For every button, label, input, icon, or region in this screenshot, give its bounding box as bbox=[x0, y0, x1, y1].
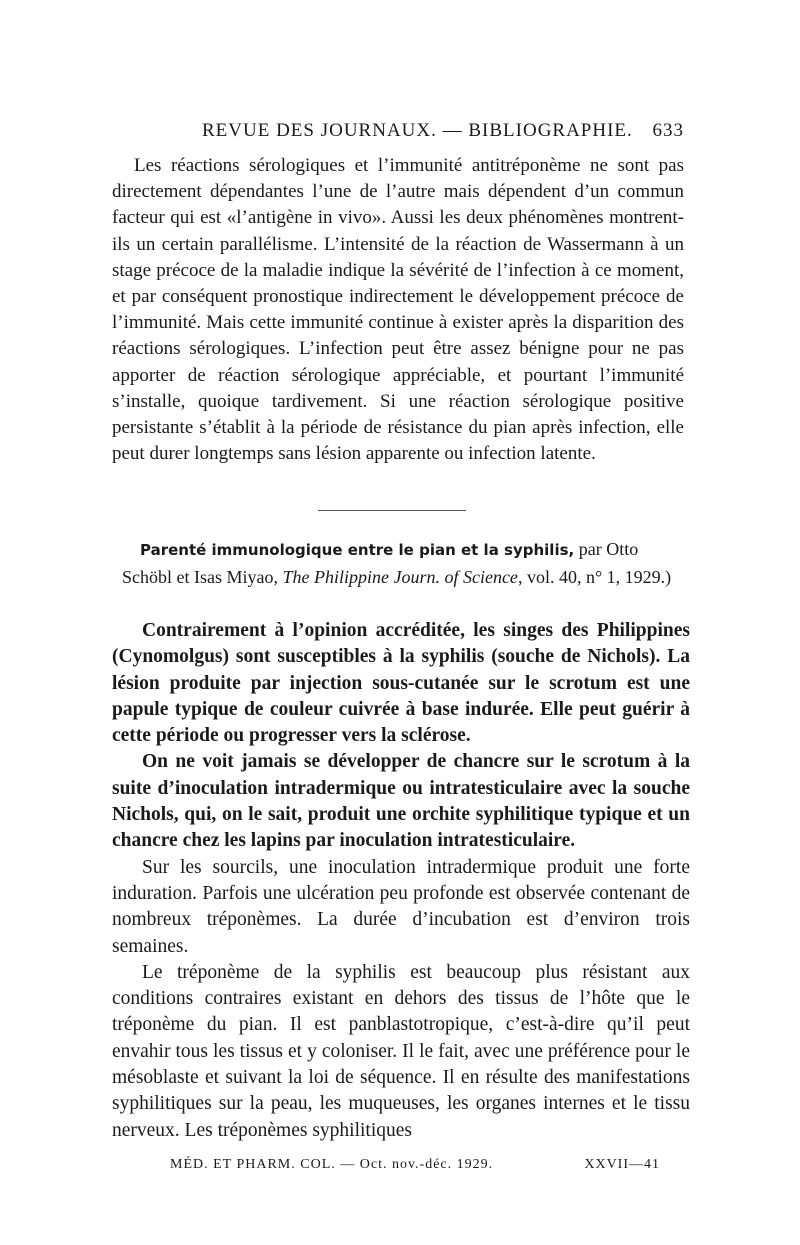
footer-signature: XXVII—41 bbox=[584, 1157, 660, 1172]
page-footer bbox=[170, 1157, 660, 1173]
citation-authors: par Otto Schöbl et Isas Miyao, bbox=[122, 539, 639, 587]
citation-details: , vol. 40, n° 1, 1929.) bbox=[517, 567, 672, 587]
header-title: REVUE DES JOURNAUX. — BIBLIOGRAPHIE. bbox=[202, 120, 633, 141]
citation-journal: The Philippine Journ. of Science bbox=[282, 567, 518, 587]
footer-journal: MÉD. ET PHARM. COL. — Oct. nov.-déc. 1929. bbox=[170, 1157, 494, 1172]
paragraph-serology: Les réactions sérologiques et l’immunité antitréponème ne sont pas directement dépendantes l’une de l’autre mais dépendent d’un commun facteur qui est «l’antigène in vivo». Aussi les deux phénomènes montrent-ils un certain parallélisme. L’intensité de la réaction de Wassermann à un stage précoce de la maladie indique la sévérité de l’infection à ce moment, et par conséquent pronostique indirectement le développement précoce de l’immunité. Mais cette immunité continue à exister après la disparition des réactions sérologiques. L’infection peut être assez bénigne pour ne pas apporter de réaction sérologique appréciable, et pourtant l’immunité s’installe, quoique tardivement. Si une réaction sérologique positive persistante s’établit à la période de résistance du pian après infection, elle peut durer longtemps sans lésion apparente ou infection latente. bbox=[112, 155, 684, 465]
page-number: 633 bbox=[652, 120, 684, 141]
paragraph-scrotum-chancre: On ne voit jamais se développer de chancre sur le scrotum à la suite d’inoculation intradermique ou intratesticulaire avec la souche Nichols, qui, on le sait, produit une orchite syphilitique typique et un chancre chez les lapins par inoculation intratesticulaire. bbox=[112, 751, 690, 852]
paragraph-cynomolgus: Contrairement à l’opinion accréditée, les singes des Philippines (Cynomolgus) sont susceptibles à la syphilis (souche de Nichols). La lésion produite par injection sous-cutanée sur le scrotum est une papule typique de couleur cuivrée à base indurée. Elle peut guérir à cette période ou progresser vers la sclérose. bbox=[112, 620, 690, 747]
section-divider bbox=[318, 510, 466, 511]
citation-title: Parenté immunologique entre le pian et la syphilis, bbox=[140, 541, 575, 559]
article-summary bbox=[112, 618, 690, 1144]
paragraph-eyebrows: Sur les sourcils, une inoculation intradermique produit une forte induration. Parfois une ulcération peu profonde est observée contenant de nombreux tréponèmes. La durée d’incubation est d’environ trois semaines. bbox=[112, 856, 690, 957]
paragraph-treponeme: Le tréponème de la syphilis est beaucoup plus résistant aux conditions contraires existant en dehors des tissus de l’hôte que le tréponème du pian. Il est panblastotropique, c’est-à-dire qu’il peut envahir tous les tissus et y coloniser. Il le fait, avec une préférence pour le mésoblaste et suivant la loi de séquence. Il en résulte des manifestations syphilitiques sur la peau, les muqueuses, les organes internes et le tissu nerveux. Les tréponèmes syphilitiques bbox=[112, 961, 690, 1141]
article-citation bbox=[122, 536, 682, 591]
